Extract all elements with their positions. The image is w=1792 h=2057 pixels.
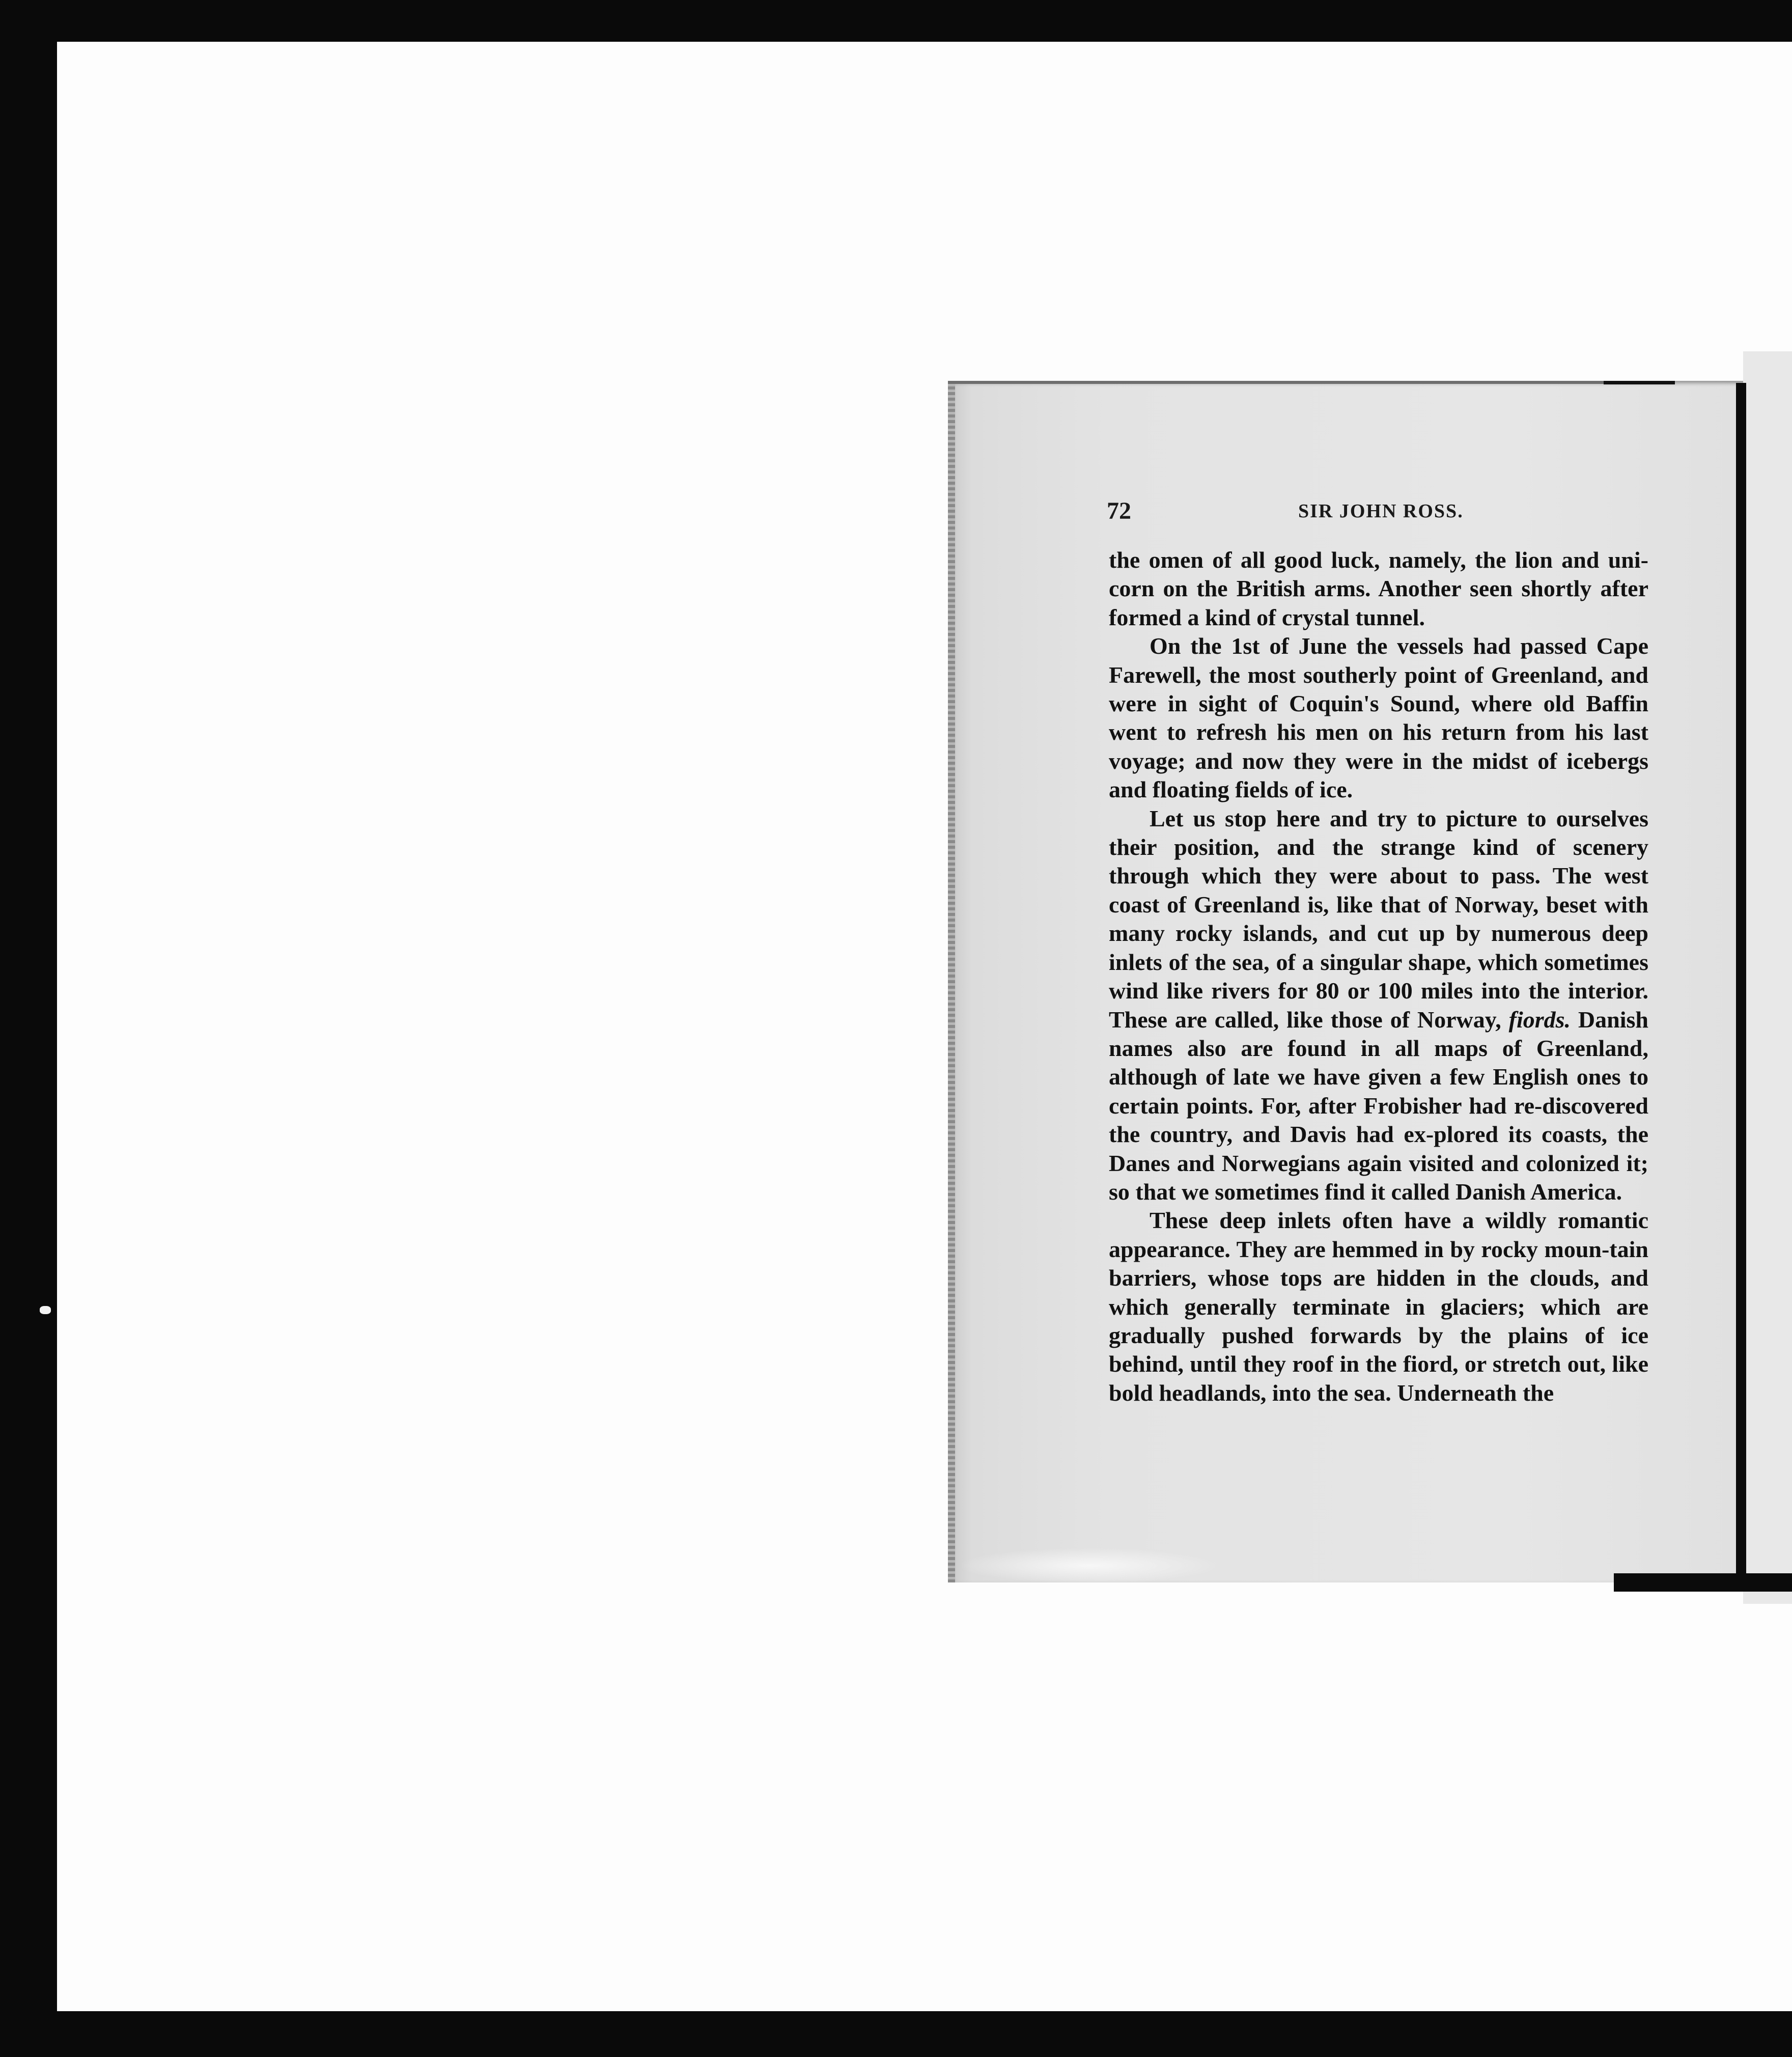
paragraph-greenland-coast bbox=[1109, 804, 1648, 1207]
running-head bbox=[1107, 497, 1649, 527]
page-body-text bbox=[1109, 546, 1648, 1407]
microfilm-frame-top bbox=[0, 0, 1792, 42]
microfilm-frame-left bbox=[0, 0, 57, 2057]
running-title: SIR JOHN ROSS. bbox=[1298, 501, 1464, 522]
spine-top-rule bbox=[1604, 381, 1675, 384]
spine-shadow-bar bbox=[1736, 383, 1746, 1579]
italic-term-fiords: fiords. bbox=[1508, 1006, 1571, 1033]
paragraph-greenland-coast-tail: Danish names also are found in all maps of Greenland, although of late we have given a few English ones to certain points. For, after Frobisher had re-discovered the country, and Davis had ex-plored its coasts, the Danes and Norwegians again visited and colonized it; so that we sometimes find it called Danish America. bbox=[1109, 1006, 1648, 1205]
spine-bottom-bar bbox=[1614, 1573, 1792, 1592]
paragraph-greenland-coast-text: Let us stop here and try to picture to ourselves their position, and the strange kind of scenery through which they were about to pass. The west coast of Greenland is, like that of Norway, beset with many rocky islands, and cut up by numerous deep inlets of the sea, of a singular shape, which sometimes wind like rivers for 80 or 100 miles into the interior. These are called, like those of Norway, bbox=[1109, 805, 1648, 1033]
dust-speck bbox=[40, 1306, 51, 1314]
page-wear-smudge bbox=[957, 1548, 1222, 1583]
facing-page-edge bbox=[1743, 351, 1792, 1604]
page-left-edge bbox=[948, 381, 955, 1582]
paragraph-continuation: the omen of all good luck, namely, the lion and uni-corn on the British arms. Another seen shortly after formed a kind of crystal tunnel. bbox=[1109, 547, 1648, 630]
page-number: 72 bbox=[1107, 497, 1131, 524]
page-top-edge bbox=[948, 381, 1671, 384]
microfilm-frame-bottom bbox=[0, 2011, 1792, 2057]
paragraph-cape-farewell: On the 1st of June the vessels had passed Cape Farewell, the most southerly point of Greenland, and were in sight of Coquin's Sound, where old Baffin went to refresh his men on his return from his last voyage; and now they were in the midst of icebergs and floating fields of ice. bbox=[1109, 633, 1648, 803]
paragraph-inlets: These deep inlets often have a wildly romantic appearance. They are hemmed in by rocky moun-tain barriers, whose tops are hidden in the clouds, and which generally terminate in glaciers; which are gradually pushed forwards by the plains of ice behind, until they roof in the fiord, or stretch out, like bold headlands, into the sea. Underneath the bbox=[1109, 1207, 1648, 1406]
